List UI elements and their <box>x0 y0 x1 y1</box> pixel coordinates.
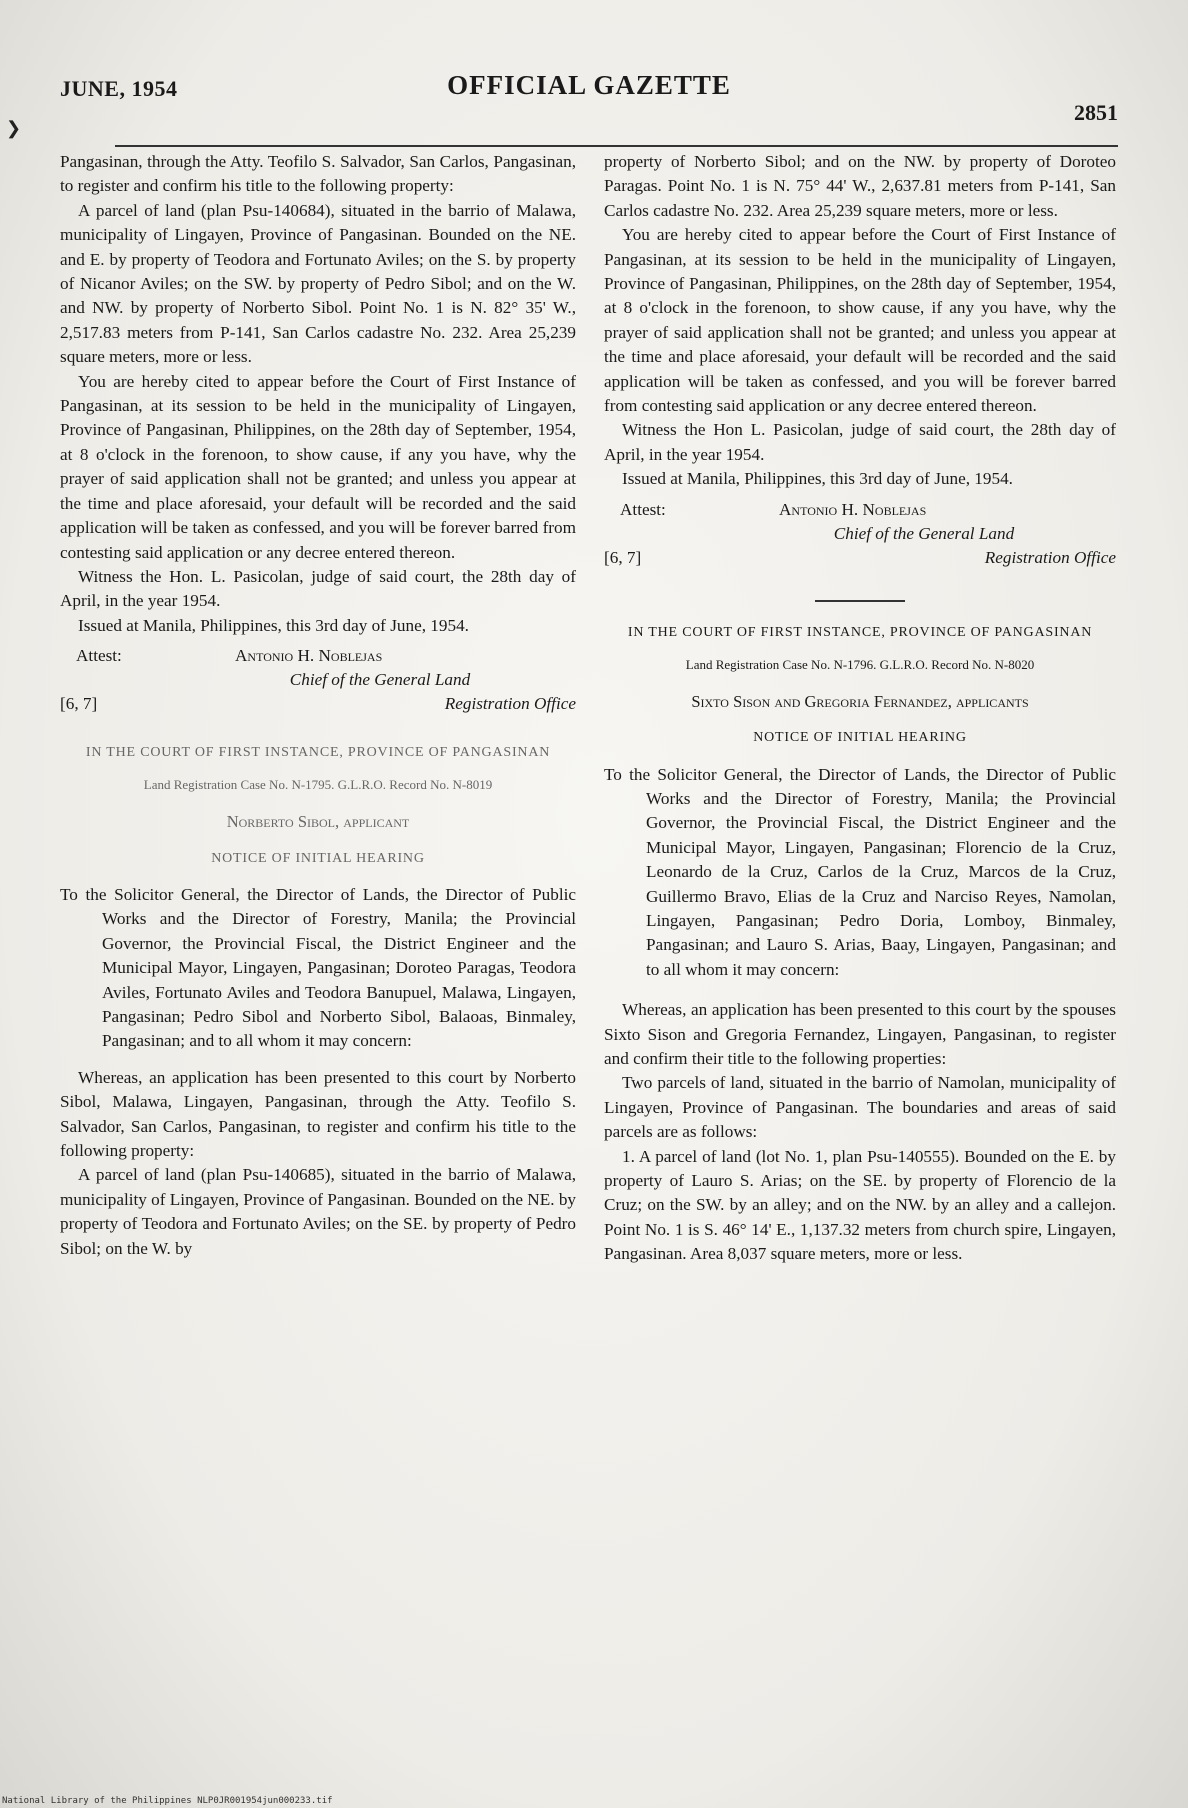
attest-title: Chief of the General Land <box>833 523 1015 543</box>
right-parcel-1: 1. A parcel of land (lot No. 1, plan Psu-140555). Bounded on the E. by property of Lauro S. Arias; on the SE. by property of Florencio de la Cruz; on the SW. by an alley; and on the NW. by an alley and a callejon. Point No. 1 is S. 46° 14' E., 1,137.32 meters from church spire, Lingayen, Pangasinan. Area 8,037 square meters, more or less. <box>604 1146 1116 1264</box>
left-column <box>60 150 576 1261</box>
left-witness: Witness the Hon. L. Pasicolan, judge of said court, the 28th day of April, in the year 1954. <box>60 566 576 611</box>
addressee-list: To the Solicitor General, the Director of Lands, the Director of Public Works and the Director of Forestry, Manila; the Provincial Governor, the Provincial Fiscal, the District Engineer and the Municipal Mayor, Lingayen, Pangasinan; Florencio de la Cruz, Leonardo de la Cruz, Carlos de la Cruz, Marcos de la Cruz, Guillermo Bravo, Elias de la Cruz and Narciso Reyes, Namolan, Lingayen, Pangasinan; Pedro Doria, Lomboy, Binmaley, Pangasinan; and Lauro S. Arias, Baay, Lingayen, Pangasinan; and to all whom it may concern: <box>604 764 1116 979</box>
attest-name: Antonio H. Noblejas <box>235 646 383 666</box>
left-parcel-description: A parcel of land (plan Psu-140684), situated in the barrio of Malawa, municipality of Lingayen, Province of Pangasinan. Bounded on the NE. and E. by property of Teodora and Fortunato Aviles; on the S. by property of Nicanor Aviles; on the SW. by property of Pedro Sibol; and on the W. and NW. by property of Norberto Sibol. Point No. 1 is N. 82° 35' W., 2,517.83 meters from P-141, San Carlos cadastre No. 232. Area 25,239 square meters, more or less. <box>60 200 576 367</box>
case-number: Land Registration Case No. N-1795. G.L.R.O. Record No. N-8019 <box>143 777 493 793</box>
notice-reference: [6, 7] <box>60 694 98 714</box>
attest-label: Attest: <box>620 499 666 519</box>
header-rule <box>115 145 1118 147</box>
left-attest-block <box>60 644 576 722</box>
left-paragraph: Pangasinan, through the Atty. Teofilo S. Salvador, San Carlos, Pangasinan, to register and confirm his title to the following property: <box>60 152 576 196</box>
right-issued: Issued at Manila, Philippines, this 3rd day of June, 1954. <box>622 469 1013 489</box>
issue-date: JUNE, 1954 <box>60 76 178 101</box>
section-divider <box>815 600 905 602</box>
page-number: 2851 <box>1074 100 1118 125</box>
left-whereas: Whereas, an application has been presented to this court by Norberto Sibol, Malawa, Lingayen, Pangasinan, through the Atty. Teofilo S. Salvador, San Carlos, Pangasinan, to register and confirm his title to the following property: <box>60 1067 576 1160</box>
applicant-names: Sixto Sison and Gregoria Fernandez, applicants <box>691 691 1029 711</box>
right-witness: Witness the Hon L. Pasicolan, judge of said court, the 28th day of April, in the year 1954. <box>604 420 1116 464</box>
court-heading: IN THE COURT OF FIRST INSTANCE, PROVINCE OF PANGASINAN <box>85 745 551 761</box>
addressee-list: To the Solicitor General, the Director of Lands, the Director of Public Works and the Director of Forestry, Manila; the Provincial Governor, the Provincial Fiscal, the District Engineer and the Municipal Mayor, Lingayen, Pangasinan; Doroteo Paragas, Teodora Aviles, Fortunato Aviles and Teodora Banupuel, Malawa, Lingayen, Pangasinan; Pedro Sibol and Norberto Sibol, Balaoas, Binmaley, Pangasinan; and to all whom it may concern: <box>60 884 576 1051</box>
right-column <box>604 150 1116 1267</box>
right-attest-block <box>604 498 1116 576</box>
scan-footer: National Library of the Philippines NLP0JR001954jun000233.tif <box>2 1796 333 1806</box>
publication-title: OFFICIAL GAZETTE <box>447 70 731 100</box>
notice-title: NOTICE OF INITIAL HEARING <box>211 850 425 866</box>
right-paragraph: property of Norberto Sibol; and on the NW. by property of Doroteo Paragas. Point No. 1 is N. 75° 44' W., 2,637.81 meters from P-141, San Carlos cadastre No. 232. Area 25,239 square meters, more or less. <box>604 152 1116 220</box>
left-issued: Issued at Manila, Philippines, this 3rd day of June, 1954. <box>78 615 469 635</box>
notice-reference: [6, 7] <box>604 547 642 567</box>
left-citation: You are hereby cited to appear before the Court of First Instance of Pangasinan, at its session to be held in the municipality of Lingayen, Province of Pangasinan, Philippines, on the 28th day of September, 1954, at 8 o'clock in the forenoon, to show cause, if any you have, why the prayer of said application shall not be granted; and unless you appear at the time and place aforesaid, your default will be recorded and the said application will be taken as confessed, and you will be forever barred from contesting said application or any decree entered thereon. <box>60 371 576 562</box>
page-header <box>60 68 1118 128</box>
case-number: Land Registration Case No. N-1796. G.L.R.O. Record No. N-8020 <box>685 656 1035 672</box>
applicant-name: Norberto Sibol, applicant <box>226 812 410 832</box>
notice-title: NOTICE OF INITIAL HEARING <box>753 730 967 746</box>
right-citation: You are hereby cited to appear before the Court of First Instance of Pangasinan, at its session to be held in the municipality of Lingayen, Province of Pangasinan, Philippines, on the 28th day of September, 1954, at 8 o'clock in the forenoon, to show cause, if any you have, why the prayer of said application shall not be granted; and unless you appear at the time and place aforesaid, your default will be recorded and the said application will be taken as confessed, and you will be forever barred from contesting said application or any decree entered thereon. <box>604 225 1116 416</box>
attest-office: Registration Office <box>444 694 576 714</box>
attest-label: Attest: <box>76 646 122 666</box>
attest-name: Antonio H. Noblejas <box>779 499 927 519</box>
right-parcels-intro: Two parcels of land, situated in the barrio of Namolan, municipality of Lingayen, Province of Pangasinan. The boundaries and areas of said parcels are as follows: <box>604 1073 1116 1142</box>
attest-title: Chief of the General Land <box>289 670 471 690</box>
margin-mark: ❯ <box>6 118 22 138</box>
right-whereas: Whereas, an application has been presented to this court by the spouses Sixto Sison and Gregoria Fernandez, Lingayen, Pangasinan, to register and confirm their title to the following properties: <box>604 1000 1116 1068</box>
left-parcel-2: A parcel of land (plan Psu-140685), situated in the barrio of Malawa, municipality of Lingayen, Province of Pangasinan. Bounded on the NE. by property of Teodora and Fortunato Aviles; on the SE. by property of Pedro Sibol; on the W. by <box>60 1165 577 1258</box>
court-heading: IN THE COURT OF FIRST INSTANCE, PROVINCE OF PANGASINAN <box>627 624 1093 640</box>
attest-office: Registration Office <box>984 547 1116 567</box>
